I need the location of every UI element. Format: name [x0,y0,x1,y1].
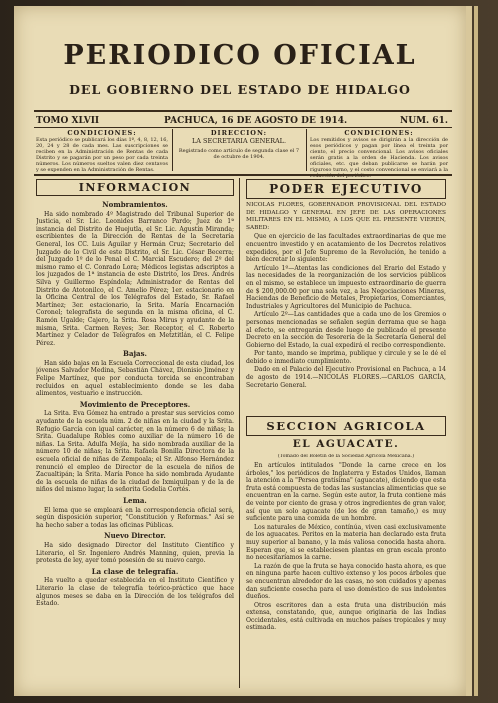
executive-paragraph: Que en ejercicio de las facultades extraordinarias de que me encuentro investido y en acatamiento de los Decretos relativos expedidos, por el Jefe Supremo de la Revolución, he tenido a bien decretar lo siguiente: [246,233,446,264]
info-section-heading: Bajas. [123,349,147,359]
conditions-right [310,130,448,179]
info-section-heading: La clase de telegrafía. [91,566,179,576]
executive-paragraph: Por tanto, mando se imprima, publique y circule y se le dé el debido e inmediato cumplimiento. [246,350,446,365]
page-stack-edge-2 [474,6,478,696]
info-paragraph: Ha vuelto a quedar establecida en el Instituto Científico y Literario la clase de telegrafía teórico-práctico que hace algunos meses se daba en la Dirección de los telégrafos del Estado. [36,577,234,608]
direction-heading: DIRECCION: [210,129,268,137]
page-stack-edge [466,6,472,696]
agricola-source: (Tomado del Boletín de la Sociedad Agrícola Mexicana.) [277,454,415,459]
newspaper-page [14,6,466,696]
direction-note: Registrado como artículo de segunda clase el 7 de octubre de 1904. [178,148,300,160]
conditions-left-heading: CONDICIONES: [67,129,137,137]
conditions-right-heading: CONDICIONES: [344,129,414,137]
conditions-left-text: Esta periódico se publicará los días 1º, 4, 8, 12, 16, 20, 24 y 28 de cada mes. Las suscripciones se reciben en la Administración de Rentas de cada Distrito y se pagarán por un peso por cada treinta números. Los números sueltos valen diez centavos y se expenden en la Administración de Rentas. [36,137,168,173]
newspaper-title: PERIODICO OFICIAL [63,40,417,71]
agricola-paragraph: La razón de que la fruta se haya conocido hasta ahora, es que en ninguna parte hacen cultivo extenso y los pocos árboles que se encuentran alrededor de las casas, no son cuidados y apenas dan suficiente cosecha para el uso doméstico de sus indolentes dueños. [246,562,446,601]
divider [172,129,173,171]
conditions-left [36,130,168,173]
info-header: INFORMACION [36,179,234,196]
header-bottom-rule [34,174,452,176]
tome-number: TOMO XLVII [36,116,100,126]
dateline-rule [34,127,452,128]
agricola-title: EL AGUACATE. [292,438,400,450]
info-column [36,198,234,690]
executive-paragraph: Dado en el Palacio del Ejecutivo Provisional en Pachuca, a 14 de agosto de 1914.—NICOLÁS FLORES.—CARLOS GARCÍA, Secretario General. [246,366,446,389]
info-paragraph: Han sido bajas en la Escuela Correccional de esta ciudad, los jóvenes Salvador Medina, Sebastián Chávez, Dionisio Jiménez y Felipe Martínez, que por conducta torcida se encontraban recluidos en aquel establecimiento donde se les daba alimentos, vestuario e instrucción. [36,359,234,398]
agricola-paragraph: Los naturales de México, contínúa, viven casi exclusivamente de los aguacates. Peritos en la materia han declarado esta fruta muy superior al banano, y la más valiosa conocida hasta ahora. Esperan que, si se estableciesen plantas en gran escala pronto no necesitaríamos la carne. [246,523,446,562]
info-paragraph: Ha sido nombrado 4º Magistrado del Tribunal Superior de Justicia, el Sr. Lic. Leonides Barranco Pardo; Juez de 1ª instancia del Distrito de Huejutla, el Sr. Lic. Agustín Miranda; escribientes de la Dirección de Rentas de la Secretaría General, los CC. Luis Aguilar y Hermán Cruz; Secretario del Juzgado de lo Civil de este Distrito, el Sr. Lic. César Becerra; del Juzgado 1º de lo Penal el C. Marcial Escudero; del 2º del mismo ramo el C. Conrado Lora; Médicos legistas adscriptos a los juzgados de 1ª instancia de este Distrito, los Dres. Andrés Silva y Guillermo Espíndola; Administrador de Rentas del Distrito de Atotonilco, el C. Amelio Pérez; 1er. estacionario en la Oficina Central de los Telégrafos del Estado, Sr. Rafael Martínez; 3er. estacionario, la Srita. María Encarnación Coronel; telegrafista de segunda en la misma oficina, el C. Ramón Ugalde; Cajero, la Srita. Rosa Mirus y ayudante de la misma, Srita. Carmen Reyes; 3er. Receptor, el C. Roberto Martínez y Celador de Telégrafos en Metztitlán, el C. Felipe Pérez. [36,210,234,347]
info-section-heading: Nombramientos. [102,200,168,209]
info-paragraph: El lema que se empleará en la correspondencia oficial será, según disposición superior, "Constitución y Reformas." Así se ha hecho saber a todas las oficinas Públicas. [36,506,234,529]
direction-body: LA SECRETARIA GENERAL. [191,137,287,145]
conditions-right-text: Los remitidos y avisos se dirigirán a la dirección de esos periódicos y pagan por línea el treinta por ciento, el precio convencional. Los avisos oficiales serán gratis a la orden de Hacienda. Los avisos oficiales, etc. que deban publicarse se harán por riguroso turno, y el costo convencional se enviará a la redacción del periódico. [310,137,448,179]
newspaper-subtitle: DEL GOBIERNO DEL ESTADO DE HIDALGO [69,82,411,97]
info-paragraph: Ha sido designado Director del Instituto Científico y Literario, el Sr. Ingeniero Andrés Manning, quien, previa la protesta de ley, ayer tomó posesión de su nuevo cargo. [36,541,234,565]
issue-number: NUM. 61. [400,116,448,126]
column-divider [239,178,240,688]
info-section-heading: Movimiento de Preceptores. [79,399,191,409]
agricola-paragraph: En artículos intitulados "Donde la carne crece en los árboles," los periódicos de Inglaterra y Estados Unidos, llaman la atención a la "Persea gratísima" (aguacate), diciendo que esta fruta está compuesta de todas las sustancias alimenticias que se encuentran en la carne. Según este autor, la fruta contiene más de veinte por ciento de grasa y otros ingredientes de gran valor, así que un solo aguacate (de los de gran tamaño,) es muy suficiente para una comida de un hombre. [246,462,446,523]
executive-header: PODER EJECUTIVO [246,179,446,199]
executive-paragraph: Artículo 2º—Las cantidades que a cada uno de los Gremios o personas mencionadas se señalen según derrama que se haga al efecto, se entregarán desde luego de publicado el presente Decreto en la sección de Tesorería de la Secretaría General del Gobierno del Estado, la cual expedirá el recibo correspondiente. [246,311,446,349]
masthead-rule [34,110,452,112]
direction-block [176,130,302,160]
agricola-column [246,454,446,690]
issue-date: PACHUCA, 16 DE AGOSTO DE 1914. [164,116,348,126]
agricola-paragraph: Otros escritores dan a esta fruta una distribución más extensa, constatando, que, aunque originaria de las Indias Occidentales, está cultivada en muchos países tropicales y muy estimada. [246,601,446,632]
info-paragraph: La Srita. Eva Gómez ha entrado a prestar sus servicios como ayudante de la escuela núm. 2 de niñas en la ciudad y la Srita. Refugio García con igual carácter, en la número 6 de niñas; la Srita. Guadalupe Robles como auxiliar de la número 16 de niñas. La Srita. Adulfa Mejía, ha sido nombrada auxiliar de la número 10 de niñas; la Srita. Rafaela Bonilla Directora de la escuela oficial de niñas de Zempoala; el Sr. Alfonso Hernández renunció el empleo de Director de la escuela de niños de Zacualtipán; la Srita. María Ponce ha sido nombrada Ayudante de la escuela de niñas de la ciudad de Ixmiquilpan y de la de niños del mismo lugar, la señorita Godelia Cortés. [36,410,234,494]
divider [306,129,307,171]
executive-column [246,202,446,410]
executive-intro: NICOLAS FLORES, GOBERNADOR PROVISIONAL DEL ESTADO DE HIDALGO Y GENERAL EN JEFE DE LAS OPERACIONES MILITARES EN EL MISMO, A LOS QUE EL PRESENTE VIEREN, SABED: [246,202,446,231]
executive-paragraph: Artículo 1º—Atentas las condiciones del Erario del Estado y las necesidades de la reorganización de los servicios públicos en el mismo, se establece un impuesto extraordinario de guerra de $ 200,000.00 por una sola vez, a las Negociaciones Mineras, Haciendas de Beneficio de Metales, Propietarios, Comerciantes, Industriales y Agricultores del Municipio de Pachuca. [246,264,446,310]
agricola-header: SECCION AGRICOLA [246,416,446,436]
info-section-heading: Nuevo Director. [104,531,166,541]
info-section-heading: Lema. [123,495,147,505]
